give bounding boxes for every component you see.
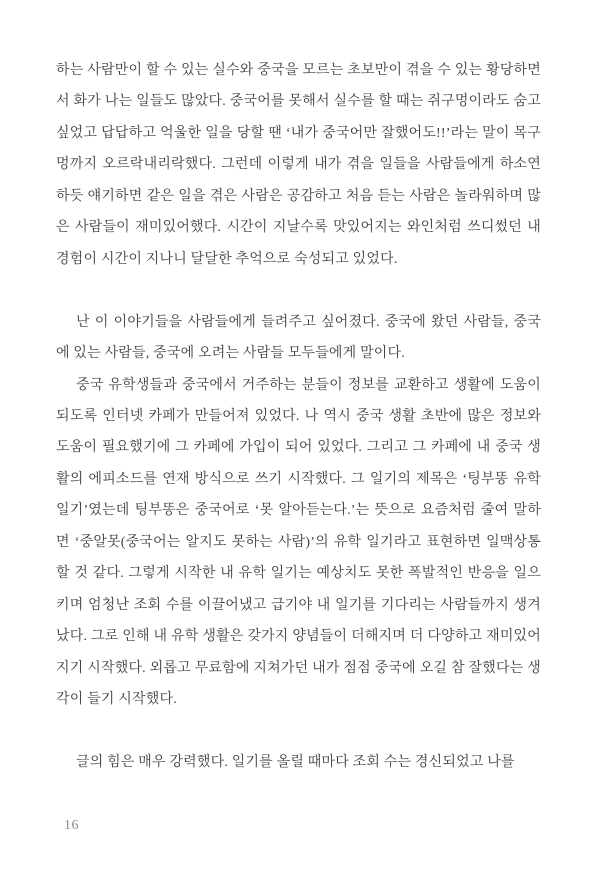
page-number: 16 bbox=[64, 818, 79, 833]
paragraph-1: 하는 사람만이 할 수 있는 실수와 중국을 모르는 초보만이 겪을 수 있는 황당하면서 화가 나는 일들도 많았다. 중국어를 못해서 실수를 할 때는 쥐구멍이라도 숨고 싶었고 답답하고 억울한 일을 당할 땐 ‘내가 중국어만 잘했어도!!’라는 말이 목구멍까지 오르락내리락했다. 그런데 이렇게 내가 겪을 일들을 사람들에게 하소연하듯 얘기하면 같은 일을 겪은 사람은 공감하고 처음 듣는 사람은 놀라워하며 많은 사람들이 재미있어했다. 시간이 지날수록 맛있어지는 와인처럼 쓰디썼던 내 경험이 시간이 지나니 달달한 추억으로 숙성되고 있었다. bbox=[56, 63, 541, 267]
text-block bbox=[56, 55, 541, 778]
paragraph-4: 글의 힘은 매우 강력했다. 일기를 올릴 때마다 조회 수는 경신되었고 나를 bbox=[76, 754, 515, 770]
paragraph-3: 중국 유학생들과 중국에서 거주하는 분들이 정보를 교환하고 생활에 도움이 되도록 인터넷 카페가 만들어져 있었다. 나 역시 중국 생활 초반에 많은 정보와 도움이 필요했기에 그 카페에 가입이 되어 있었다. 그리고 그 카페에 내 중국 생활의 에피소드를 연재 방식으로 쓰기 시작했다. 그 일기의 제목은 ‘팅부똥 유학 일기’였는데 팅부똥은 중국어로 ‘못 알아듣는다.’는 뜻으로 요즘처럼 줄여 말하면 ‘중알못(중국어는 알지도 못하는 사람)’의 유학 일기라고 표현하면 일맥상통할 것 같다. 그렇게 시작한 내 유학 일기는 예상치도 못한 폭발적인 반응을 일으키며 엄청난 조회 수를 이끌어냈고 급기야 내 일기를 기다리는 사람들까지 생겨났다. 그로 인해 내 유학 생활은 갖가지 양념들이 더해지며 더 다양하고 재미있어지기 시작했다. 외롭고 무료함에 지쳐가던 내가 점점 중국에 오길 참 잘했다는 생각이 들기 시작했다. bbox=[56, 377, 541, 708]
paragraph-2: 난 이 이야기들을 사람들에게 들려주고 싶어졌다. 중국에 왔던 사람들, 중국에 있는 사람들, 중국에 오려는 사람들 모두들에게 말이다. bbox=[56, 314, 541, 362]
